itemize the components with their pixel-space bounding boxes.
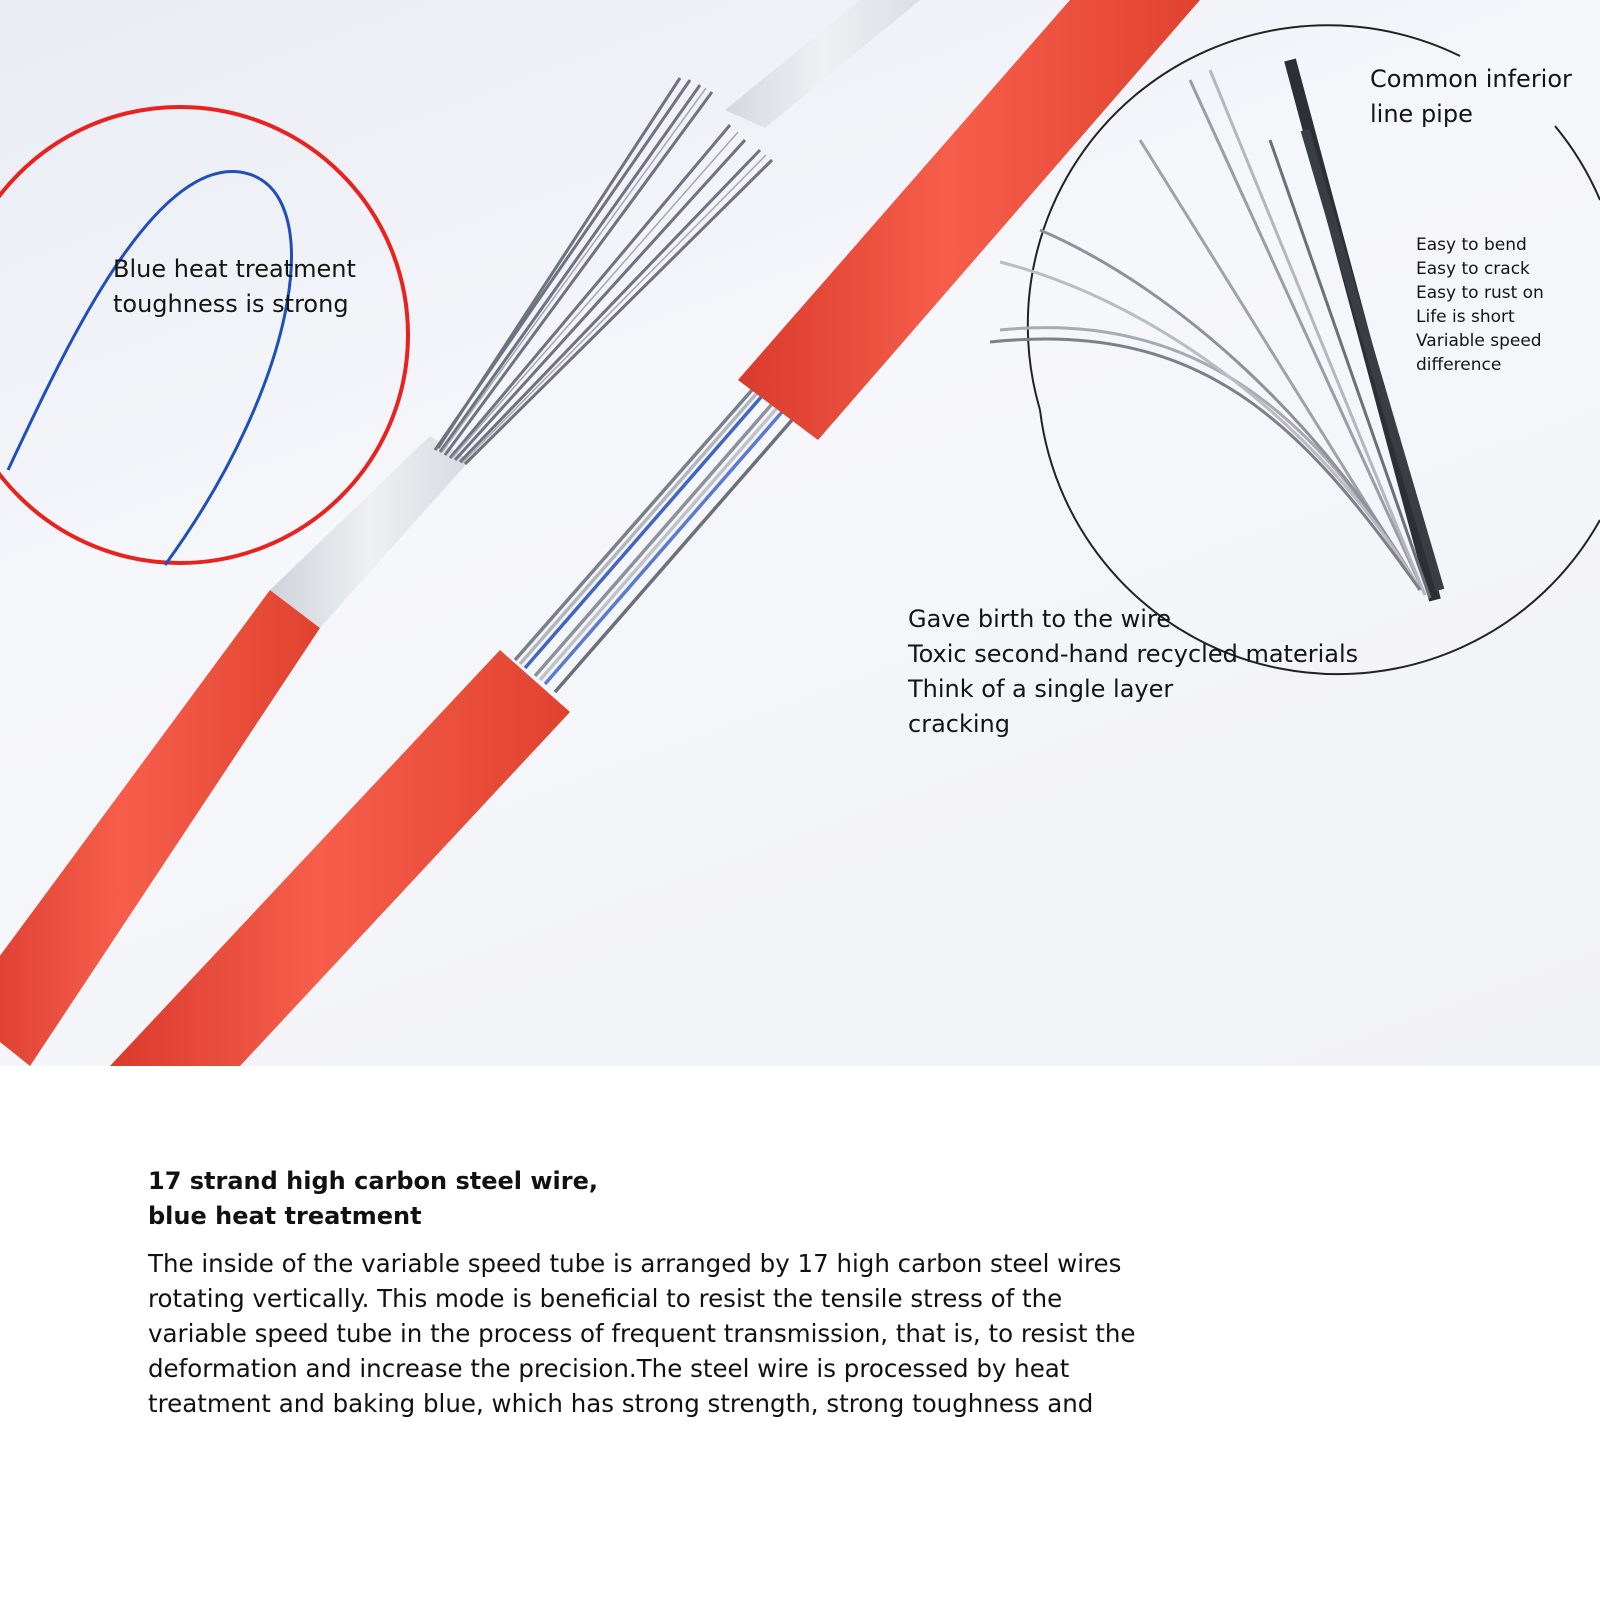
common-inferior-callout (1370, 62, 1572, 132)
cons-item: Variable speed (1416, 331, 1542, 351)
callout-line: Gave birth to the wire (908, 605, 1172, 633)
description-title (148, 1164, 1158, 1234)
callout-line: Blue heat treatment (113, 255, 356, 283)
left-cable-strands (435, 78, 772, 464)
top-liner-tube (725, 0, 920, 128)
blue-heat-treatment-callout (113, 252, 356, 322)
inferior-wire-callout (908, 602, 1358, 742)
callout-line: Toxic second-hand recycled materials (908, 640, 1359, 668)
cons-item: Easy to bend (1416, 235, 1527, 255)
product-description (148, 1164, 1158, 1421)
callout-line: Think of a single layer (908, 675, 1174, 703)
cons-item: Life is short (1416, 307, 1515, 327)
cons-item: Easy to crack (1416, 259, 1530, 279)
cons-item: difference (1416, 355, 1502, 375)
callout-line: line pipe (1370, 100, 1473, 128)
inferior-cons-list (1416, 233, 1544, 377)
callout-line: toughness is strong (113, 290, 349, 318)
left-cable-liner (270, 436, 470, 628)
title-line: blue heat treatment (148, 1202, 422, 1230)
cons-item: Easy to rust on (1416, 283, 1544, 303)
title-line: 17 strand high carbon steel wire, (148, 1167, 598, 1195)
front-cable-sheath-lower (110, 650, 570, 1066)
callout-line: Common inferior (1370, 65, 1572, 93)
callout-line: cracking (908, 710, 1010, 738)
blue-wire-circle (0, 107, 408, 563)
blue-heat-treated-wire (8, 171, 291, 565)
front-cable-strands (515, 390, 792, 692)
description-body: The inside of the variable speed tube is arranged by 17 high carbon steel wires rotating vertically. This mode is beneficial to resist the tensile stress of the variable speed tube in the process of frequent transmission, that is, to resist the deformation and increase the precision.The steel wire is processed by heat treatment and baking blue, which has strong strength, strong toughness and (148, 1249, 1136, 1418)
